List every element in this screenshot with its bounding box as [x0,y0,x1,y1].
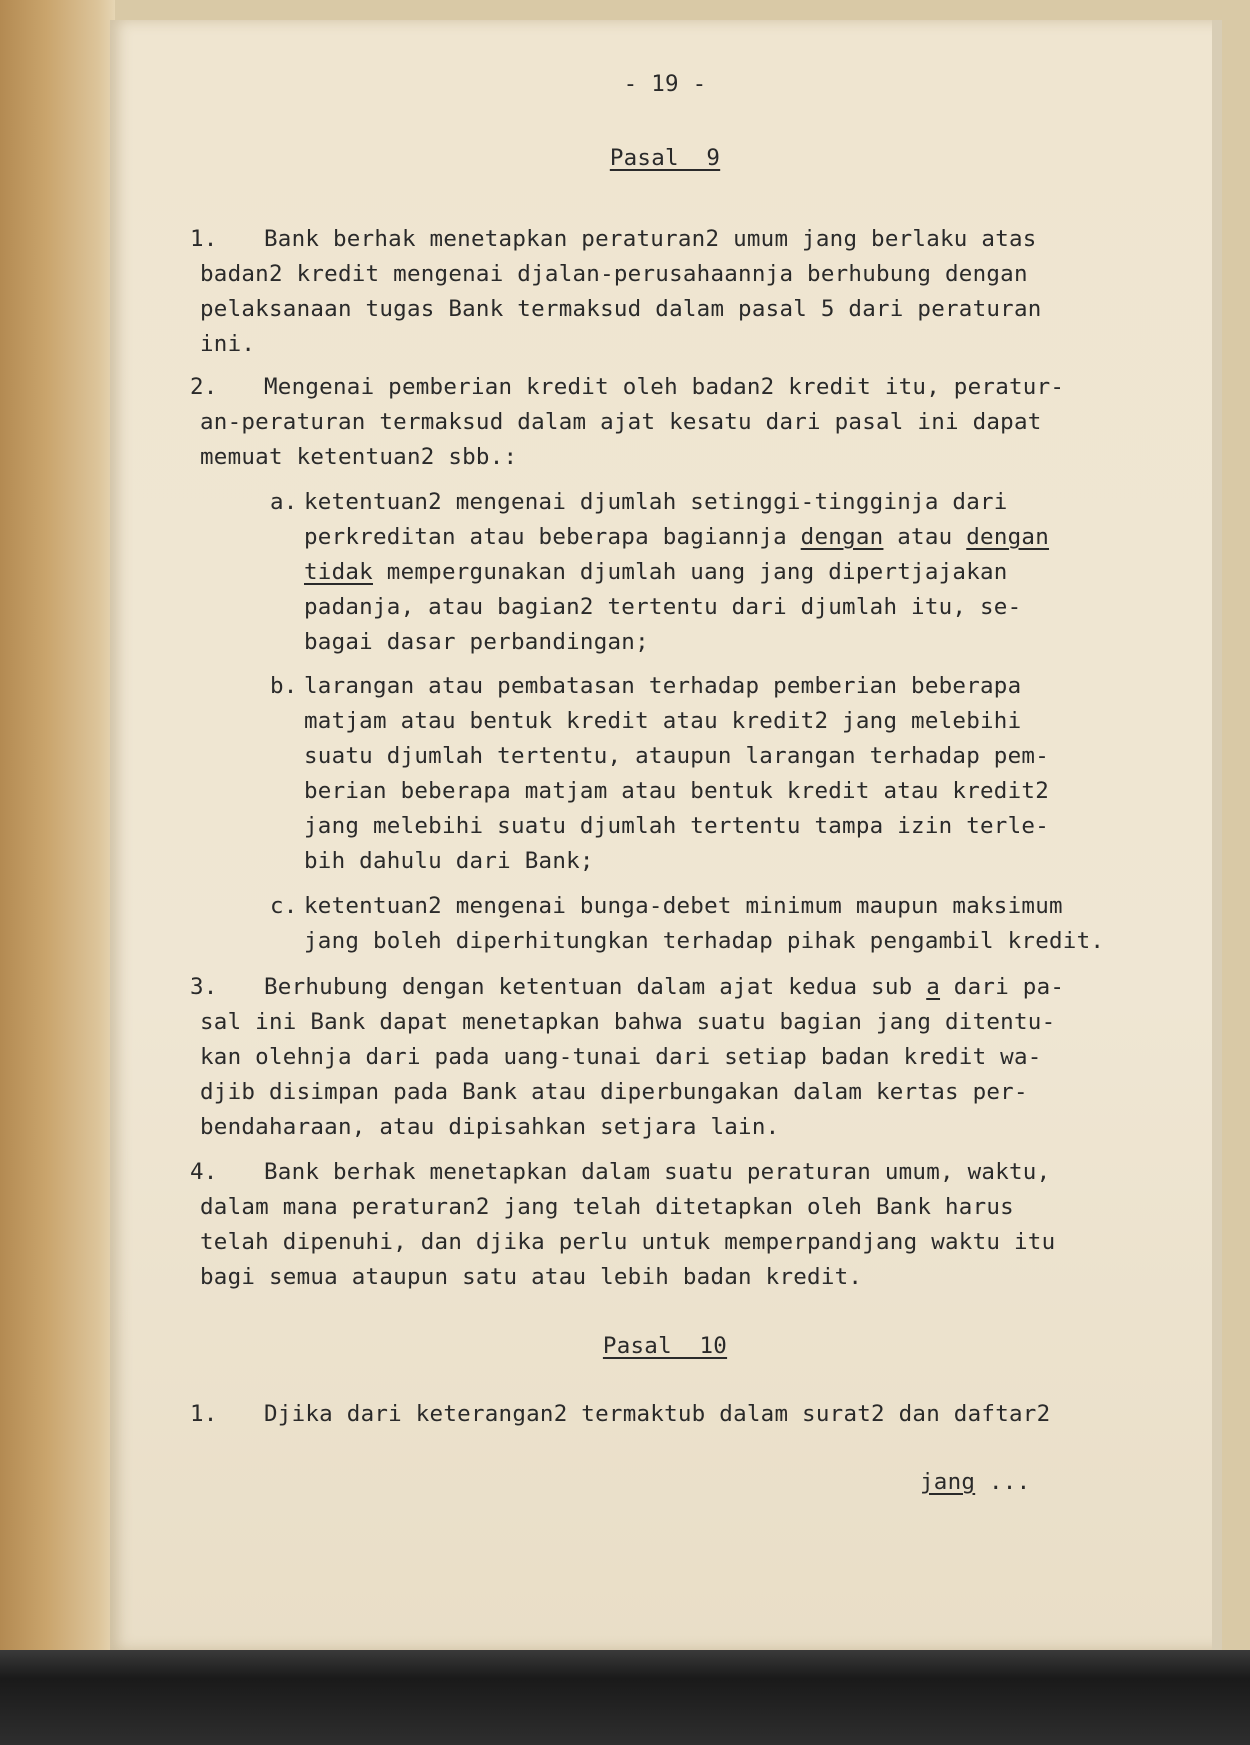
paragraph-4-line: Bank berhak menetapkan dalam suatu peraturan umum, waktu, [264,1159,1051,1185]
paragraph-3-line: djib disimpan pada Bank atau diperbungakan dalam kertas per- [200,1079,1028,1105]
paragraph-4-line: dalam mana peraturan2 jang telah ditetapkan oleh Bank harus [200,1194,1014,1220]
item-a-line: tidak mempergunakan djumlah uang jang dipertjajakan [304,559,1008,585]
item-c-label: c. [270,893,298,919]
book-spine [0,0,115,1745]
item-b-line: matjam atau bentuk kredit atau kredit2 jang melebihi [304,708,1022,734]
paragraph-1-line: ini. [200,331,256,357]
document-page [110,20,1220,1650]
paragraph-2-line: Mengenai pemberian kredit oleh badan2 kredit itu, peratur- [264,374,1065,400]
paragraph-1-line: pelaksanaan tugas Bank termaksud dalam pasal 5 dari peraturan [200,296,1042,322]
paragraph-2-number: 2. [190,374,218,400]
paragraph-4-number: 4. [190,1159,218,1185]
item-a-label: a. [270,489,298,515]
paragraph-1-line: Bank berhak menetapkan peraturan2 umum jang berlaku atas [264,226,1037,252]
page-number: - 19 - [623,71,707,97]
paragraph-3-line: bendaharaan, atau dipisahkan setjara lain. [200,1114,780,1140]
paragraph-1-line: badan2 kredit mengenai djalan-perusahaannja berhubung dengan [200,261,1028,287]
paragraph-3-line: Berhubung dengan ketentuan dalam ajat kedua sub a dari pa- [264,974,1065,1000]
background-dark-surface [0,1650,1250,1745]
heading-pasal-10: Pasal 10 [602,1333,728,1359]
item-a-line: ketentuan2 mengenai djumlah setinggi-tingginja dari [304,489,1008,515]
item-a-line: padanja, atau bagian2 tertentu dari djumlah itu, se- [304,594,1022,620]
pasal-10-paragraph-1-line: Djika dari keterangan2 termaktub dalam surat2 dan daftar2 [264,1401,1051,1427]
item-a-line: bagai dasar perbandingan; [304,629,649,655]
paragraph-2-line: an-peraturan termaksud dalam ajat kesatu dari pasal ini dapat [200,409,1042,435]
item-b-line: larangan atau pembatasan terhadap pemberian beberapa [304,673,1022,699]
paragraph-3-number: 3. [190,974,218,1000]
item-b-line: berian beberapa matjam atau bentuk kredit atau kredit2 [304,778,1049,804]
item-a-line: perkreditan atau beberapa bagiannja dengan atau dengan [304,524,1050,550]
page-edge [1212,20,1222,1650]
paragraph-4-line: bagi semua ataupun satu atau lebih badan kredit. [200,1264,863,1290]
paragraph-4-line: telah dipenuhi, dan djika perlu untuk memperpandjang waktu itu [200,1229,1056,1255]
paragraph-1-number: 1. [190,226,218,252]
paragraph-3-line: sal ini Bank dapat menetapkan bahwa suatu bagian jang ditentu- [200,1009,1056,1035]
item-c-line: ketentuan2 mengenai bunga-debet minimum maupun maksimum [304,893,1063,919]
item-b-line: bih dahulu dari Bank; [304,848,594,874]
item-b-line: jang melebihi suatu djumlah tertentu tampa izin terle- [304,813,1049,839]
item-b-label: b. [270,673,298,699]
heading-pasal-9: Pasal 9 [609,145,721,171]
paragraph-2-line: memuat ketentuan2 sbb.: [200,444,518,470]
paragraph-3-line: kan olehnja dari pada uang-tunai dari setiap badan kredit wa- [200,1044,1042,1070]
item-c-line: jang boleh diperhitungkan terhadap pihak pengambil kredit. [304,928,1105,954]
pasal-10-paragraph-1-number: 1. [190,1401,218,1427]
catchword: jang ... [920,1469,1031,1495]
item-b-line: suatu djumlah tertentu, ataupun larangan terhadap pem- [304,743,1049,769]
